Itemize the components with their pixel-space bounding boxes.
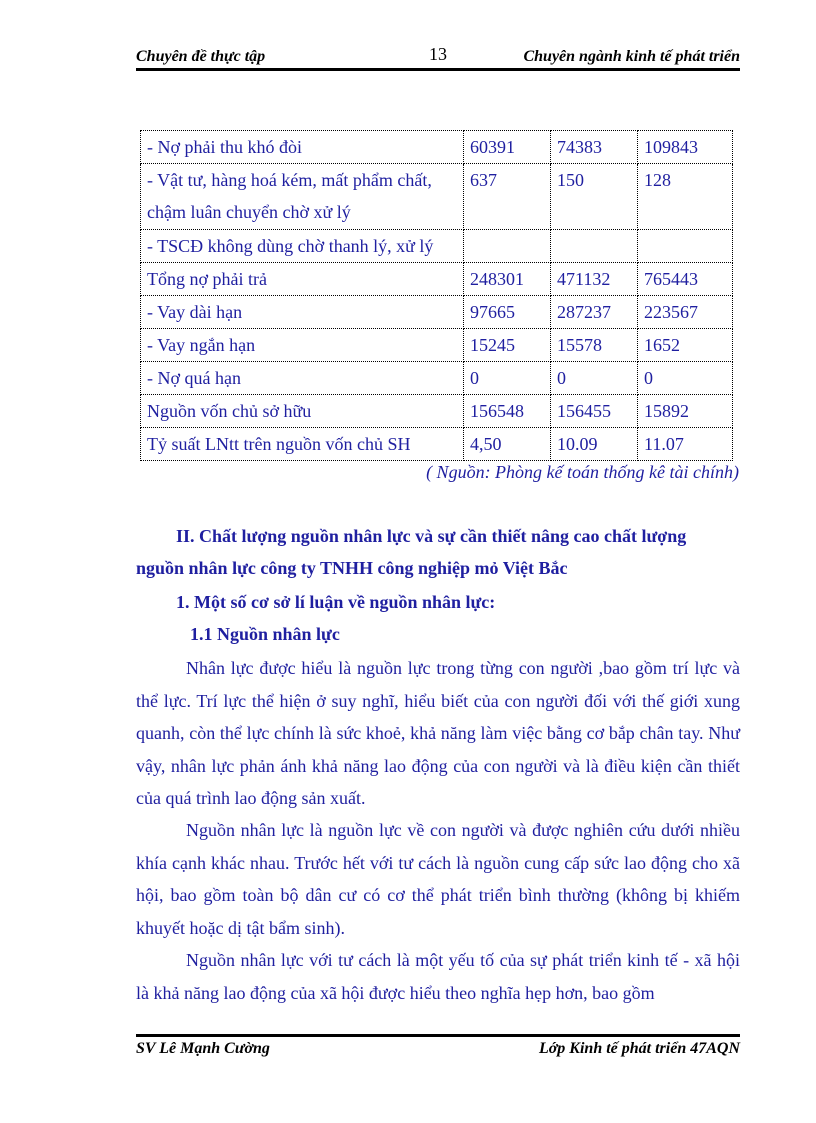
- table-cell: 15578: [551, 329, 638, 362]
- table-cell: 11.07: [638, 428, 733, 461]
- table-cell: - TSCĐ không dùng chờ thanh lý, xử lý: [141, 230, 464, 263]
- table-cell: 150: [551, 164, 638, 230]
- subsubsection-heading: 1.1 Nguồn nhân lực: [190, 624, 340, 644]
- table-row: [141, 263, 733, 296]
- table-cell: 109843: [638, 131, 733, 164]
- table-cell: - Vay ngắn hạn: [141, 329, 464, 362]
- table-cell: 0: [464, 362, 551, 395]
- table-cell: 4,50: [464, 428, 551, 461]
- table-cell: 60391: [464, 131, 551, 164]
- footer-student-name: SV Lê Mạnh Cường: [136, 1040, 270, 1057]
- table-row: [141, 131, 733, 164]
- table-cell: [638, 230, 733, 263]
- table-cell: 287237: [551, 296, 638, 329]
- table-row: [141, 164, 733, 230]
- paragraph: Nguồn nhân lực là nguồn lực về con người và được nghiên cứu dưới nhiều khía cạnh khác nhau. Trước hết với tư cách là nguồn cung cấp sức lao động cho xã hội, bao gồm toàn bộ dân cư có cơ thể phát triển bình thường (không bị khiếm khuyết hoặc dị tật bẩm sinh).: [136, 820, 740, 938]
- table-row: [141, 296, 733, 329]
- table-cell: 471132: [551, 263, 638, 296]
- table-cell: Nguồn vốn chủ sở hữu: [141, 395, 464, 428]
- table-row: [141, 329, 733, 362]
- table-row: [141, 395, 733, 428]
- table-cell: 0: [638, 362, 733, 395]
- table-cell: 15245: [464, 329, 551, 362]
- table-cell: 156548: [464, 395, 551, 428]
- table-cell: 637: [464, 164, 551, 230]
- footer-rule: [136, 1034, 740, 1037]
- table-cell: 0: [551, 362, 638, 395]
- table-source-note: ( Nguồn: Phòng kế toán thống kê tài chính): [426, 462, 739, 482]
- table-cell: [464, 230, 551, 263]
- table-cell: 128: [638, 164, 733, 230]
- table-row: [141, 428, 733, 461]
- header-left-title: Chuyên đề thực tập: [136, 48, 266, 65]
- table-cell: [551, 230, 638, 263]
- table-cell: - Vay dài hạn: [141, 296, 464, 329]
- table-cell: - Nợ phải thu khó đòi: [141, 131, 464, 164]
- section-heading-line2: nguồn nhân lực công ty TNHH công nghiệp mỏ Việt Bắc: [136, 558, 568, 578]
- table-cell: 156455: [551, 395, 638, 428]
- paragraph: Nguồn nhân lực với tư cách là một yếu tố của sự phát triển kinh tế - xã hội là khả năng lao động của xã hội được hiểu theo nghĩa hẹp hơn, bao gồm: [136, 950, 740, 1003]
- table-cell: - Nợ quá hạn: [141, 362, 464, 395]
- table-cell: 765443: [638, 263, 733, 296]
- paragraph: Nhân lực được hiểu là nguồn lực trong từng con người ,bao gồm trí lực và thể lực. Trí lực thể hiện ở suy nghĩ, hiểu biết của con người đối với thế giới xung quanh, còn thể lực chính là sức khoẻ, khả năng làm việc bằng cơ bắp chân tay. Như vậy, nhân lực phản ánh khả năng lao động của con người và là điều kiện cần thiết của quá trình lao động sản xuất.: [136, 658, 740, 808]
- table-row: [141, 230, 733, 263]
- table-cell: 1652: [638, 329, 733, 362]
- header-right-title: Chuyên ngành kinh tế phát triển: [523, 48, 740, 65]
- table-cell: 10.09: [551, 428, 638, 461]
- section-heading-line1: II. Chất lượng nguồn nhân lực và sự cần thiết nâng cao chất lượng: [176, 526, 687, 546]
- table-row: [141, 362, 733, 395]
- footer-class-name: Lớp Kinh tế phát triển 47AQN: [538, 1040, 740, 1057]
- table-cell: 248301: [464, 263, 551, 296]
- table-cell: 15892: [638, 395, 733, 428]
- table-cell: Tổng nợ phải trả: [141, 263, 464, 296]
- table-cell: 223567: [638, 296, 733, 329]
- financial-table: [140, 130, 733, 461]
- table-cell: 97665: [464, 296, 551, 329]
- page-number: 13: [429, 44, 447, 64]
- table-cell: Tỷ suất LNtt trên nguồn vốn chủ SH: [141, 428, 464, 461]
- subsection-heading: 1. Một số cơ sở lí luận về nguồn nhân lực:: [176, 592, 496, 612]
- table-cell: - Vật tư, hàng hoá kém, mất phẩm chất, chậm luân chuyển chờ xử lý: [141, 164, 464, 230]
- header-rule: [136, 68, 740, 71]
- page-header: [136, 44, 740, 70]
- table-cell: 74383: [551, 131, 638, 164]
